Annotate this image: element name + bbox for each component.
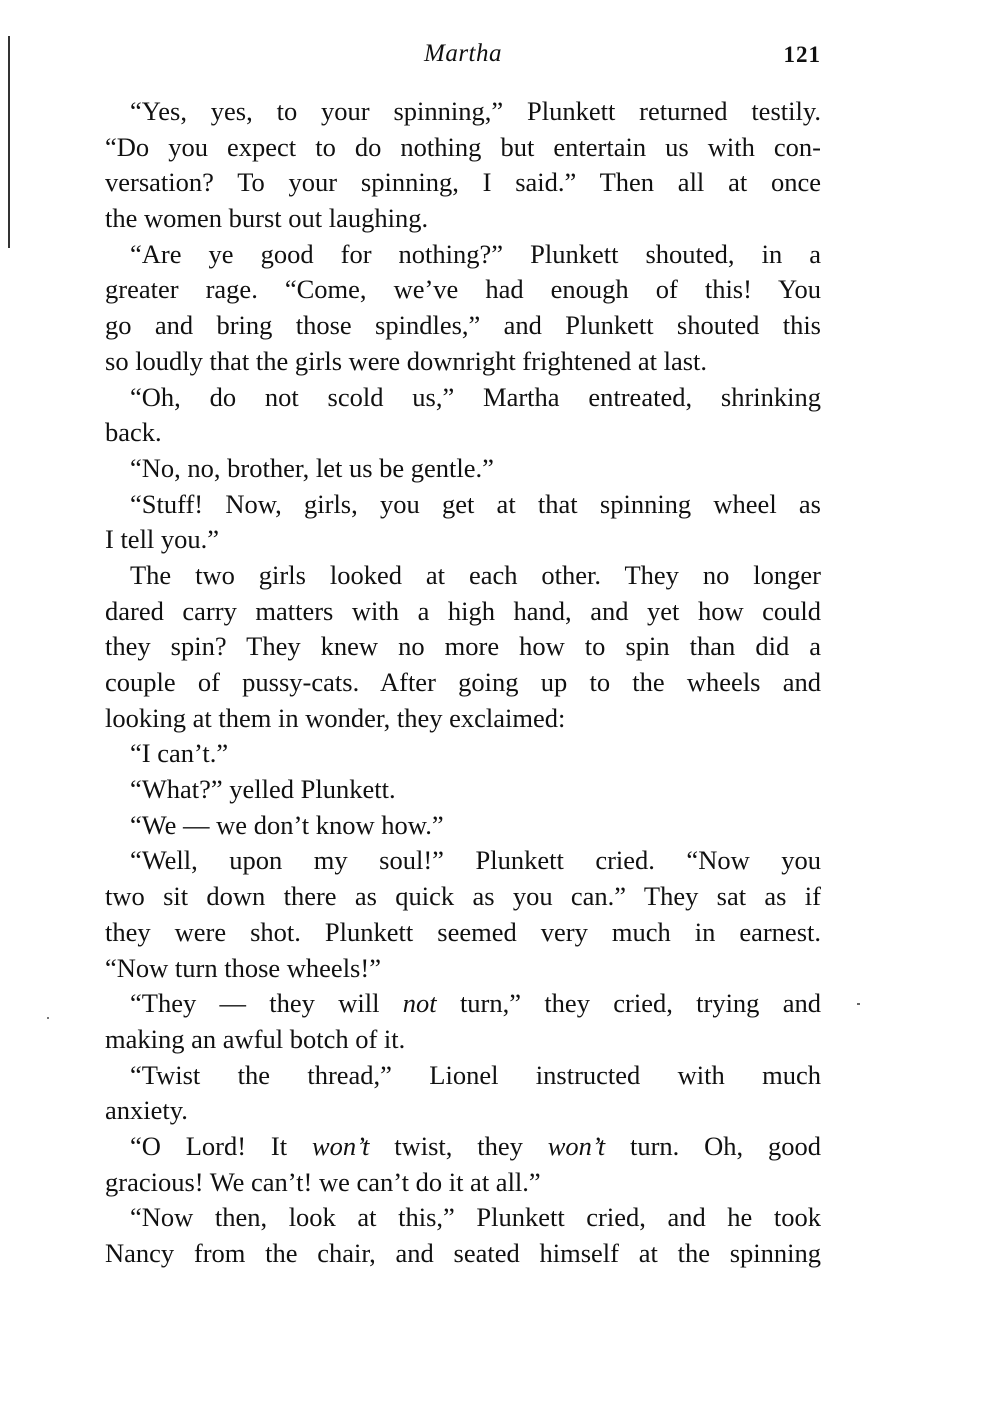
text-line: “No, no, brother, let us be gentle.”: [130, 452, 494, 483]
text-line: “We — we don’t know how.”: [130, 809, 444, 840]
stray-ink-mark: [857, 1003, 860, 1005]
text-line: “Yes, yes, to your spinning,” Plunkett returned testily.: [130, 96, 821, 126]
text-line: anxiety.: [105, 1095, 188, 1126]
text-line: greater rage. “Come, we’ve had enough of this! You: [105, 274, 821, 305]
text-line: looking at them in wonder, they exclaimed:: [105, 702, 566, 733]
text-line: “Are ye good for nothing?” Plunkett shouted, in a: [130, 238, 821, 269]
text-line: “Now turn those wheels!”: [105, 952, 381, 983]
text-line: couple of pussy-cats. After going up to the wheels and: [105, 667, 821, 697]
text-line: they spin? They knew no more how to spin than did a: [105, 631, 821, 662]
text-line: versation? To your spinning, I said.” Then all at once: [105, 167, 821, 198]
text-line: The two girls looked at each other. They no longer: [130, 559, 821, 590]
text-line: they were shot. Plunkett seemed very much in earnest.: [105, 916, 821, 947]
body-text: [105, 94, 821, 1272]
text-line: “Do you expect to do nothing but entertain us with con-: [105, 131, 821, 162]
text-line: “O Lord! It won’t twist, they won’t turn. Oh, good: [130, 1130, 821, 1161]
text-line: “Stuff! Now, girls, you get at that spinning wheel as: [130, 488, 821, 519]
text-line: gracious! We can’t! we can’t do it at all.”: [105, 1166, 541, 1197]
text-line: “Now then, look at this,” Plunkett cried, and he took: [130, 1202, 821, 1233]
running-title: Martha: [424, 40, 502, 67]
binding-edge-line: [8, 36, 10, 248]
text-line: “I can’t.”: [130, 738, 229, 769]
text-line: I tell you.”: [105, 524, 220, 555]
text-line: “Well, upon my soul!” Plunkett cried. “Now you: [130, 845, 821, 876]
text-line: “Twist the thread,” Lionel instructed with much: [130, 1059, 821, 1090]
text-line: “They — they will not turn,” they cried, trying and: [130, 988, 821, 1019]
text-line: go and bring those spindles,” and Plunkett shouted this: [105, 310, 821, 341]
stray-ink-mark: [47, 1017, 49, 1019]
text-line: two sit down there as quick as you can.” They sat as if: [105, 881, 821, 912]
text-line: “What?” yelled Plunkett.: [130, 774, 396, 805]
text-line: so loudly that the girls were downright frightened at last.: [105, 345, 708, 376]
text-line: “Oh, do not scold us,” Martha entreated, shrinking: [130, 381, 821, 412]
page-number: 121: [783, 42, 821, 67]
page-header: [105, 40, 821, 76]
text-line: back.: [105, 417, 162, 448]
text-line: the women burst out laughing.: [105, 203, 429, 234]
text-line: making an awful botch of it.: [105, 1023, 406, 1054]
text-line: dared carry matters with a high hand, and yet how could: [105, 595, 821, 626]
text-line: Nancy from the chair, and seated himself at the spinning: [105, 1238, 821, 1268]
